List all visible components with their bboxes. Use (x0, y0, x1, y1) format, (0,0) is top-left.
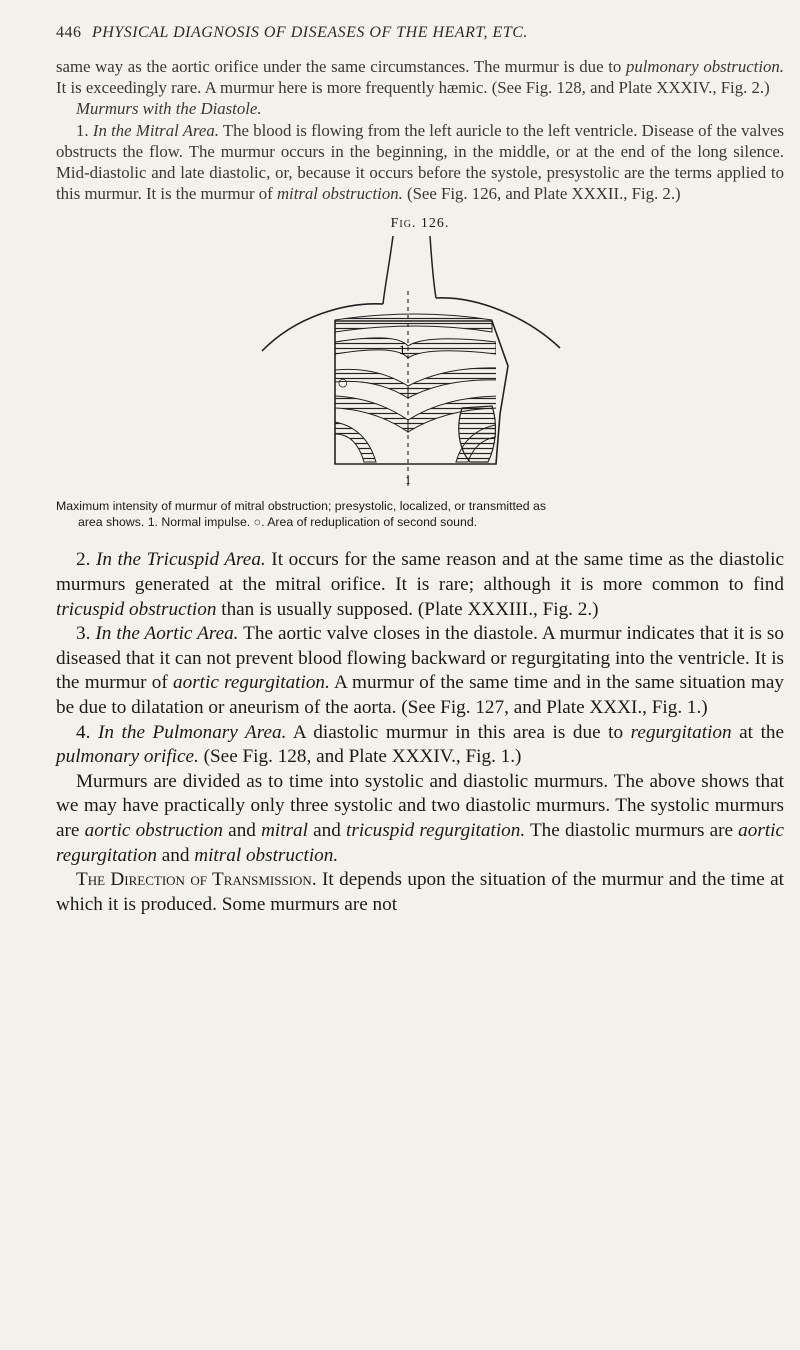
normal-impulse-marker-1: 1 (399, 342, 406, 358)
paragraph-aortic-area: 3. In the Aortic Area. The aortic valve closes in the diastole. A murmur indicates that it is so diseased that it can not prevent blood flowing backward or regurgitating into the ventricle. It is the murmur of aortic regurgitation. A murmur of the same time and in the same situation may be due to dilatation or aneurism of the aorta. (See Fig. 127, and Plate XXXI., Fig. 1.) (56, 623, 784, 718)
book-page (56, 24, 784, 917)
figure-title: Fig. 126. (390, 216, 450, 232)
paragraph-pulmonary-area: 4. In the Pulmonary Area. A diastolic murmur in this area is due to regurgitation at the pulmonary orifice. (See Fig. 128, and Plate XXXIV., Fig. 1.) (56, 721, 785, 768)
paragraph-mitral-area: 1. In the Mitral Area. The blood is flowing from the left auricle to the left ventricle. Disease of the valves obstructs the flow. The murmur occurs in the beginning, in the middle, or at the end of the long silence. Mid-diastolic and late diastolic, or, because it occurs before the systole, presystolic are the terms applied to this murmur. It is the murmur of mitral obstruction. (See Fig. 126, and Plate XXXII., Fig. 2.) (56, 120, 785, 204)
paragraph-direction-of-transmission: The Direction of Transmission. It depends upon the situation of the murmur and the time at which it is produced. Some murmurs are not (56, 869, 784, 915)
paragraph-pulmonary-obstruction: same way as the aortic orifice under the same circumstances. The murmur is due to pulmonary obstruction. It is exceedingly rare. A murmur here is more frequently hæmic. (See Fig. 128, and Plate XXXIV., Fig. 2.) (56, 57, 784, 98)
running-head (56, 24, 784, 42)
page-number: 446 (56, 24, 82, 41)
paragraph-tricuspid-area: 2. In the Tricuspid Area. It occurs for the same reason and at the same time as the diastolic murmurs generated at the mitral orifice. It is rare; although it is more common to find tricuspid obstruction than is usually supposed. (Plate XXXIII., Fig. 2.) (56, 549, 785, 620)
section-heading-diastole: Murmurs with the Diastole. (76, 99, 262, 119)
bottom-text-block (56, 548, 784, 917)
murmur-intensity-area (459, 406, 496, 462)
top-text-block (56, 56, 784, 204)
chest-diagram (56, 236, 784, 488)
bottom-marker-1: 1 (405, 473, 411, 488)
caption-line-2: area shows. 1. Normal impulse. ○. Area of reduplication of second sound. (78, 515, 478, 530)
paragraph-murmur-division: Murmurs are divided as to time into systolic and diastolic murmurs. The above shows that we may have practically only three systolic and two diastolic murmurs. The systolic murmurs are aortic obstruction and mitral and tricuspid regurgitation. The diastolic murmurs are aortic regurgitation and mitral obstruction. (56, 770, 785, 866)
running-head-title: PHYSICAL DIAGNOSIS OF DISEASES OF THE HEART, ETC. (92, 24, 528, 41)
right-sternal-line (430, 236, 436, 298)
left-sternal-line (383, 236, 393, 304)
figure-caption (56, 498, 784, 530)
reduplication-circle-marker: ○ (338, 376, 348, 390)
caption-line-1: Maximum intensity of murmur of mitral obstruction; presystolic, localized, or transmitted as (56, 499, 546, 514)
figure-126 (56, 236, 784, 488)
